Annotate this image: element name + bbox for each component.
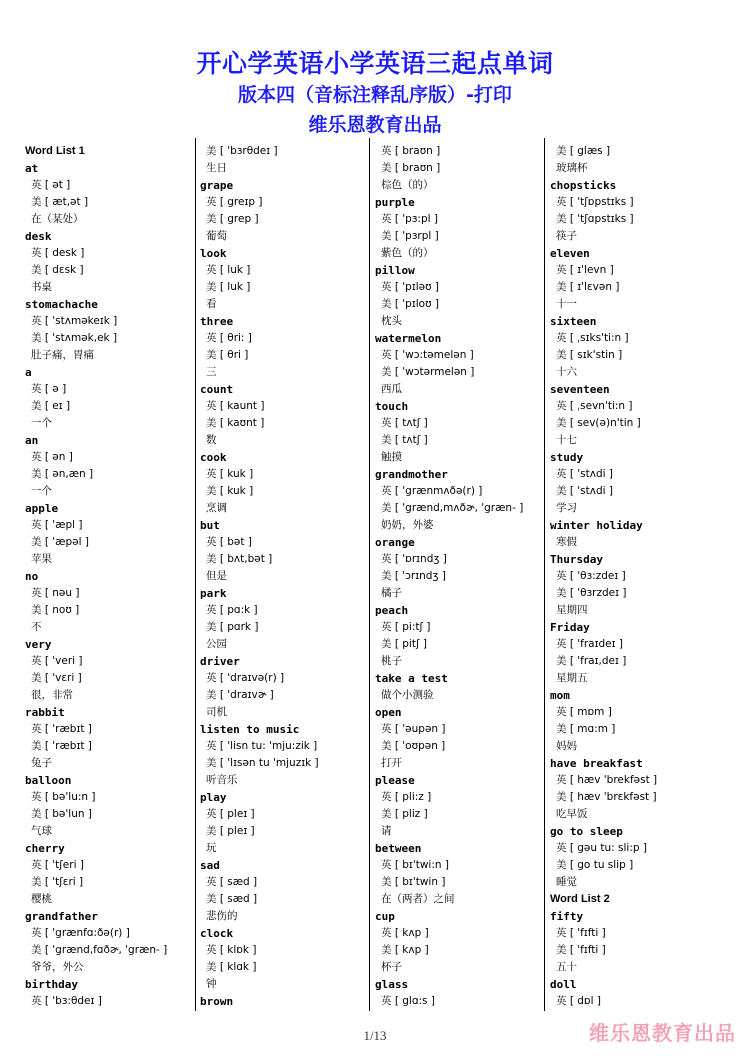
meaning: 星期五 [556, 672, 588, 684]
meaning: 兔子 [31, 757, 52, 769]
column-divider [195, 138, 196, 1011]
vocab-word: watermelon [375, 332, 442, 345]
vocab-word: chopsticks [550, 179, 617, 192]
pronunciation: 美 [ dɛsk ] [31, 264, 84, 276]
meaning: 葡萄 [206, 230, 227, 242]
pronunciation: 英 [ pi:tʃ ] [381, 621, 431, 633]
pronunciation: 美 [ 'draɪvɚ ] [206, 689, 274, 701]
pronunciation: 英 [ 'ɒrɪndʒ ] [381, 553, 447, 565]
vocab-word: listen to music [200, 723, 300, 736]
meaning: 气球 [31, 825, 52, 837]
meaning: 玻璃杯 [556, 162, 588, 174]
pronunciation: 美 [ tʌtʃ ] [381, 434, 428, 446]
vocab-word: Friday [550, 621, 590, 634]
meaning: 钟 [206, 978, 217, 990]
pronunciation: 美 [ ɪ'lɛvən ] [556, 281, 620, 293]
pronunciation: 英 [ 'wɔ:təmelən ] [381, 349, 474, 361]
word-column-3 [375, 143, 540, 1010]
pronunciation: 美 [ klɑk ] [206, 961, 257, 973]
pronunciation: 英 [ kuk ] [206, 468, 254, 480]
vocab-word: between [375, 842, 422, 855]
meaning: 烹调 [206, 502, 227, 514]
vocab-word: Thursday [550, 553, 603, 566]
meaning: 触摸 [381, 451, 402, 463]
pronunciation: 英 [ dɒl ] [556, 995, 601, 1007]
pronunciation: 英 [ kʌp ] [381, 927, 429, 939]
vocab-word: birthday [25, 978, 78, 991]
pronunciation: 英 [ gəu tu: sli:p ] [556, 842, 647, 854]
vocab-word: mom [550, 689, 570, 702]
vocab-word: park [200, 587, 227, 600]
meaning: 学习 [556, 502, 577, 514]
pronunciation: 美 [ bɪ'twin ] [381, 876, 446, 888]
column-divider [369, 138, 370, 1011]
list-heading: Word List 2 [550, 893, 610, 905]
pronunciation: 英 [ pli:z ] [381, 791, 432, 803]
pronunciation: 英 [ 'θɜ:zdeɪ ] [556, 570, 626, 582]
pronunciation: 美 [ kuk ] [206, 485, 254, 497]
meaning: 寒假 [556, 536, 577, 548]
pronunciation: 美 [ grep ] [206, 213, 259, 225]
pronunciation: 美 [ θri ] [206, 349, 249, 361]
meaning: 吃早饭 [556, 808, 588, 820]
pronunciation: 美 [ 'grænd,fɑðɚ, 'græn- ] [31, 944, 168, 956]
meaning: 妈妈 [556, 740, 577, 752]
vocab-word: stomachache [25, 298, 98, 311]
meaning: 睡觉 [556, 876, 577, 888]
vocab-word: three [200, 315, 234, 328]
pronunciation: 美 [ æt,ət ] [31, 196, 89, 208]
vocab-word: open [375, 706, 402, 719]
pronunciation: 英 [ klɒk ] [206, 944, 257, 956]
word-column-4 [550, 143, 725, 1010]
word-column-1 [25, 143, 190, 1010]
pronunciation: 英 [ 'lisn tu: 'mju:zik ] [206, 740, 318, 752]
vocab-word: go to sleep [550, 825, 623, 838]
pronunciation: 英 [ ˌsevn'ti:n ] [556, 400, 633, 412]
publisher-line: 维乐恩教育出品 [308, 114, 442, 136]
pronunciation: 美 [ pliz ] [381, 808, 428, 820]
meaning: 筷子 [556, 230, 577, 242]
pronunciation: 英 [ ə ] [31, 383, 67, 395]
meaning: 西瓜 [381, 383, 402, 395]
vocab-word: apple [25, 502, 59, 515]
meaning: 悲伤的 [206, 910, 238, 922]
pronunciation: 美 [ 'grænd,mʌðɚ, 'græn- ] [381, 502, 524, 514]
pronunciation: 美 [ noʊ ] [31, 604, 80, 616]
pronunciation: 英 [ 'tʃɒpstɪks ] [556, 196, 634, 208]
vocab-word: but [200, 519, 220, 532]
meaning: 但是 [206, 570, 227, 582]
column-divider [544, 138, 545, 1011]
pronunciation: 英 [ bɪ'twi:n ] [381, 859, 449, 871]
vocab-word: study [550, 451, 584, 464]
meaning: 公园 [206, 638, 227, 650]
pronunciation: 美 [ luk ] [206, 281, 251, 293]
pronunciation: 英 [ θri: ] [206, 332, 252, 344]
meaning: 一个 [31, 417, 52, 429]
pronunciation: 美 [ bə'lun ] [31, 808, 92, 820]
vocab-word: at [25, 162, 39, 175]
pronunciation: 英 [ mɒm ] [556, 706, 612, 718]
vocab-word: take a test [375, 672, 448, 685]
meaning: 五十 [556, 961, 577, 973]
meaning: 打开 [381, 757, 402, 769]
pronunciation: 美 [ 'wɔtərmelən ] [381, 366, 475, 378]
pronunciation: 美 [ pitʃ ] [381, 638, 427, 650]
list-heading: Word List 1 [25, 145, 85, 157]
meaning: 很，非常 [31, 689, 73, 701]
pronunciation: 英 [ hæv 'brekfəst ] [556, 774, 658, 786]
pronunciation: 英 [ 'grænfɑ:ðə(r) ] [31, 927, 130, 939]
vocab-word: count [200, 383, 234, 396]
pronunciation: 英 [ greɪp ] [206, 196, 263, 208]
pronunciation: 英 [ 'ræbɪt ] [31, 723, 92, 735]
pronunciation: 美 [ 'pɜrpl ] [381, 230, 439, 242]
meaning: 肚子痛，胃痛 [31, 349, 94, 361]
pronunciation: 英 [ 'əupən ] [381, 723, 446, 735]
vocab-word: grandmother [375, 468, 448, 481]
vocab-word: sad [200, 859, 220, 872]
pronunciation: 英 [ pleɪ ] [206, 808, 255, 820]
meaning: 在（某处） [31, 213, 84, 225]
pronunciation: 美 [ bʌt,bət ] [206, 553, 273, 565]
pronunciation: 英 [ 'bɜ:θdeɪ ] [31, 995, 102, 1007]
word-column-2 [200, 143, 365, 1010]
meaning: 不 [31, 621, 42, 633]
pronunciation: 英 [ 'veri ] [31, 655, 83, 667]
vocab-word: eleven [550, 247, 590, 260]
pronunciation: 美 [ 'fɪfti ] [556, 944, 606, 956]
document-title: 开心学英语小学英语三起点单词 [196, 49, 554, 78]
page-number: 1/13 [363, 1028, 387, 1043]
pronunciation: 美 [ 'æpəl ] [31, 536, 89, 548]
pronunciation: 美 [ mɑ:m ] [556, 723, 616, 735]
meaning: 玩 [206, 842, 217, 854]
pronunciation: 美 [ sev(ə)n'tin ] [556, 417, 641, 429]
vocab-word: have breakfast [550, 757, 643, 770]
vocab-word: balloon [25, 774, 72, 787]
meaning: 桃子 [381, 655, 402, 667]
pronunciation: 美 [ 'fraɪ,deɪ ] [556, 655, 627, 667]
meaning: 十一 [556, 298, 577, 310]
pronunciation: 英 [ 'stʌməkeɪk ] [31, 315, 118, 327]
meaning: 看 [206, 298, 217, 310]
pronunciation: 英 [ desk ] [31, 247, 85, 259]
pronunciation: 英 [ ˌsɪks'ti:n ] [556, 332, 629, 344]
pronunciation: 英 [ luk ] [206, 264, 251, 276]
pronunciation: 英 [ kaunt ] [206, 400, 265, 412]
pronunciation: 美 [ 'bɜrθdeɪ ] [206, 145, 278, 157]
vocab-word: glass [375, 978, 409, 991]
pronunciation: 美 [ go tu slip ] [556, 859, 634, 871]
vocab-word: cherry [25, 842, 65, 855]
pronunciation: 美 [ 'ræbɪt ] [31, 740, 92, 752]
vocab-word: seventeen [550, 383, 610, 396]
vocab-word: grandfather [25, 910, 98, 923]
meaning: 一个 [31, 485, 52, 497]
pronunciation: 美 [ 'oʊpən ] [381, 740, 446, 752]
vocab-word: cup [375, 910, 395, 923]
pronunciation: 美 [ 'lɪsən tu 'mjuzɪk ] [206, 757, 319, 769]
meaning: 司机 [206, 706, 227, 718]
meaning: 数 [206, 434, 217, 446]
pronunciation: 美 [ 'stʌdi ] [556, 485, 613, 497]
pronunciation: 英 [ 'draɪvə(r) ] [206, 672, 285, 684]
pronunciation: 美 [ 'θɜrzdeɪ ] [556, 587, 627, 599]
vocab-word: cook [200, 451, 227, 464]
meaning: 请 [381, 825, 392, 837]
meaning: 橘子 [381, 587, 402, 599]
meaning: 紫色（的） [381, 247, 434, 259]
pronunciation: 美 [ eɪ ] [31, 400, 71, 412]
pronunciation: 英 [ 'pɜ:pl ] [381, 213, 438, 225]
pronunciation: 英 [ bə'lu:n ] [31, 791, 96, 803]
meaning: 奶奶，外婆 [381, 519, 434, 531]
pronunciation: 美 [ ən,æn ] [31, 468, 94, 480]
vocab-word: orange [375, 536, 415, 549]
pronunciation: 英 [ 'tʃeri ] [31, 859, 84, 871]
pronunciation: 美 [ sæd ] [206, 893, 258, 905]
pronunciation: 美 [ 'pɪloʊ ] [381, 298, 439, 310]
pronunciation: 美 [ 'tʃɛri ] [31, 876, 84, 888]
pronunciation: 美 [ kaʊnt ] [206, 417, 265, 429]
pronunciation: 美 [ sɪk'stin ] [556, 349, 623, 361]
pronunciation: 英 [ ən ] [31, 451, 73, 463]
meaning: 樱桃 [31, 893, 52, 905]
meaning: 杯子 [381, 961, 402, 973]
vocab-word: rabbit [25, 706, 65, 719]
pronunciation: 美 [ 'tʃɑpstɪks ] [556, 213, 634, 225]
meaning: 书桌 [31, 281, 52, 293]
meaning: 在（两者）之间 [381, 893, 455, 905]
pronunciation: 美 [ 'ɔrɪndʒ ] [381, 570, 446, 582]
pronunciation: 英 [ nəu ] [31, 587, 80, 599]
meaning: 棕色（的） [381, 179, 434, 191]
vocab-word: brown [200, 995, 234, 1008]
pronunciation: 美 [ pleɪ ] [206, 825, 255, 837]
pronunciation: 美 [ 'vɛri ] [31, 672, 82, 684]
pronunciation: 英 [ 'æpl ] [31, 519, 83, 531]
vocab-word: clock [200, 927, 234, 940]
pronunciation: 美 [ kʌp ] [381, 944, 429, 956]
pronunciation: 美 [ braʊn ] [381, 162, 441, 174]
vocab-word: grape [200, 179, 234, 192]
vocab-word: purple [375, 196, 415, 209]
meaning: 枕头 [381, 315, 402, 327]
pronunciation: 英 [ 'stʌdi ] [556, 468, 613, 480]
vocab-word: play [200, 791, 227, 804]
vocab-word: sixteen [550, 315, 597, 328]
vocab-word: touch [375, 400, 409, 413]
vocab-word: peach [375, 604, 409, 617]
pronunciation: 美 [ hæv 'brɛkfəst ] [556, 791, 657, 803]
meaning: 生日 [206, 162, 227, 174]
pronunciation: 英 [ 'pɪləʊ ] [381, 281, 440, 293]
vocab-word: winter holiday [550, 519, 643, 532]
pronunciation: 英 [ braʊn ] [381, 145, 441, 157]
vocab-word: pillow [375, 264, 415, 277]
pronunciation: 英 [ ɪ'levn ] [556, 264, 614, 276]
meaning: 三 [206, 366, 217, 378]
meaning: 苹果 [31, 553, 52, 565]
vocab-word: look [200, 247, 227, 260]
vocab-word: an [25, 434, 39, 447]
pronunciation: 英 [ ət ] [31, 179, 71, 191]
pronunciation: 英 [ 'fɪfti ] [556, 927, 606, 939]
watermark: 维乐恩教育出品 [589, 1021, 736, 1045]
vocab-word: very [25, 638, 52, 651]
pronunciation: 英 [ glɑ:s ] [381, 995, 435, 1007]
meaning: 十七 [556, 434, 577, 446]
pronunciation: 英 [ 'fraɪdeɪ ] [556, 638, 623, 650]
vocab-word: driver [200, 655, 240, 668]
vocab-word: fifty [550, 910, 584, 923]
pronunciation: 美 [ pɑrk ] [206, 621, 259, 633]
pronunciation: 英 [ tʌtʃ ] [381, 417, 428, 429]
vocab-word: a [25, 366, 32, 379]
pronunciation: 英 [ bət ] [206, 536, 252, 548]
pronunciation: 美 [ glæs ] [556, 145, 611, 157]
meaning: 做个小测验 [381, 689, 434, 701]
pronunciation: 英 [ pɑ:k ] [206, 604, 258, 616]
vocab-word: doll [550, 978, 577, 991]
vocab-word: no [25, 570, 39, 583]
vocab-word: desk [25, 230, 52, 243]
vocab-word: please [375, 774, 415, 787]
meaning: 听音乐 [206, 774, 238, 786]
pronunciation: 英 [ 'grænmʌðə(r) ] [381, 485, 483, 497]
meaning: 爷爷，外公 [31, 961, 84, 973]
meaning: 十六 [556, 366, 577, 378]
pronunciation: 美 [ 'stʌmək,ek ] [31, 332, 118, 344]
meaning: 星期四 [556, 604, 588, 616]
document-subtitle: 版本四（音标注释乱序版）-打印 [238, 84, 512, 106]
pronunciation: 英 [ sæd ] [206, 876, 258, 888]
